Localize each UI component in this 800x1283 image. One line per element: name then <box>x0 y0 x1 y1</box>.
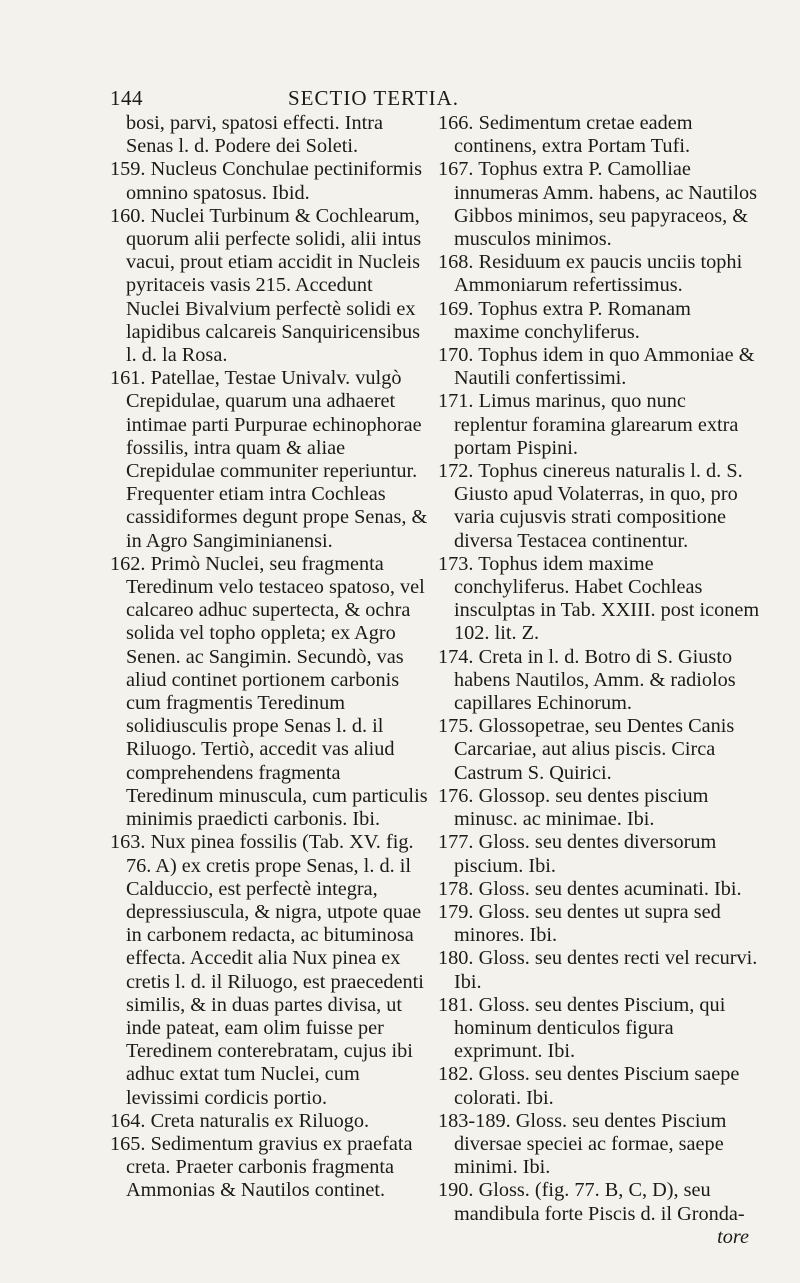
catalog-entry: bosi, parvi, spatosi effecti. Intra Senas l. d. Podere dei Soleti. <box>126 112 384 158</box>
catalog-entry: 180. Gloss. seu dentes recti vel recurvi. Ibi. <box>438 947 758 993</box>
catalog-entry: 170. Tophus idem in quo Ammoniae & Nautili confertissimi. <box>438 344 755 390</box>
catalog-entry: 168. Residuum ex paucis unciis tophi Ammoniarum refertissimus. <box>438 251 743 297</box>
catalog-entry: 177. Gloss. seu dentes diversorum piscium. Ibi. <box>438 831 717 877</box>
catalog-entry: 169. Tophus extra P. Romanam maxime conchyliferus. <box>438 297 691 343</box>
catalog-entry: 173. Tophus idem maxime conchyliferus. Habet Cochleas insculptas in Tab. XXIII. post iconem 102. lit. Z. <box>438 552 760 645</box>
catalog-entry: 183-189. Gloss. seu dentes Piscium diversae speciei ac formae, saepe minimi. Ibi. <box>438 1109 727 1179</box>
right-column <box>438 112 761 1269</box>
catalog-entry: 171. Limus marinus, quo nunc replentur foramina glarearum extra portam Pispini. <box>438 390 739 459</box>
catalog-entry: 165. Sedimentum gravius ex praefata creta. Praeter carbonis fragmenta Ammonias & Nautilos continet. <box>110 1132 413 1202</box>
page-number: 144 <box>110 86 143 110</box>
catalog-entry: 190. Gloss. (fig. 77. B, C, D), seu mandibula forte Piscis d. il Gronda- <box>438 1179 745 1225</box>
catalog-entry: 164. Creta naturalis ex Riluogo. <box>110 1109 370 1132</box>
catalog-entry: 159. Nucleus Conchulae pectiniformis omnino spatosus. Ibid. <box>110 158 423 204</box>
section-title: SECTIO TERTIA. <box>288 86 460 110</box>
catalog-entry: 172. Tophus cinereus naturalis l. d. S. Giusto apud Volaterras, in quo, pro varia cujusvis strati compositione diversa Testacea continentur. <box>438 460 743 552</box>
catalog-entry: 166. Sedimentum cretae eadem continens, extra Portam Tufi. <box>438 112 693 158</box>
catalog-entry: 181. Gloss. seu dentes Piscium, qui hominum denticulos figura exprimunt. Ibi. <box>438 993 726 1063</box>
catalog-entry: 163. Nux pinea fossilis (Tab. XV. fig. 76. A) ex cretis prope Senas, l. d. il Calduccio, est perfectè integra, depressiuscula, & nigra, utpote quae in carbonem redacta, ac bituminosa effecta. Accedit alia Nux pinea ex cretis l. d. il Riluogo, est praecedenti similis, & in duas partes divisa, ut inde pateat, eam olim fuisse per Teredinem conterebratam, cujus ibi adhuc extat tum Nuclei, cum levissimi cordicis portio. <box>110 831 424 1109</box>
catalog-entry: 174. Creta in l. d. Botro di S. Giusto habens Nautilos, Amm. & radiolos capillares Echinorum. <box>438 645 736 715</box>
catalog-entry: 167. Tophus extra P. Camolliae innumeras Amm. habens, ac Nautilos Gibbos minimos, seu papyraceos, & musculos minimos. <box>438 158 758 251</box>
catalog-entry: 175. Glossopetrae, seu Dentes Canis Carcariae, aut alius piscis. Circa Castrum S. Quirici. <box>438 715 735 784</box>
catalog-entry: 162. Primò Nuclei, seu fragmenta Teredinum velo testaceo spatoso, vel calcareo adhuc supertecta, & ochra solida vel topho oppleta; ex Agro Senen. ac Sangimin. Secundò, vas aliud continet portionem carbonis cum fragmentis Teredinum solidiusculis prope Senas l. d. il Riluogo. Tertiò, accedit vas aliud comprehendens fragmenta Teredinum minuscula, cum particulis minimis praedicti carbonis. Ibi. <box>110 552 428 831</box>
catchword: tore <box>717 1225 749 1248</box>
catalog-entry: 161. Patellae, Testae Univalv. vulgò Crepidulae, quarum una adhaeret intimae parti Purpurae echinophorae fossilis, intra quam & aliae Crepidulae communiter reperiuntur. Frequenter etiam intra Cochleas cassidiformes degunt prope Senas, & in Agro Sangiminianensi. <box>110 367 428 552</box>
catalog-entry: 176. Glossop. seu dentes piscium minusc. ac minimae. Ibi. <box>438 784 709 831</box>
left-column <box>110 112 430 1203</box>
catalog-entry: 182. Gloss. seu dentes Piscium saepe colorati. Ibi. <box>438 1063 740 1109</box>
catalog-entry: 179. Gloss. seu dentes ut supra sed minores. Ibi. <box>438 900 721 947</box>
catalog-entry: 160. Nuclei Turbinum & Cochlearum, quorum alii perfecte solidi, alii intus vacui, prout etiam accidit in Nucleis pyritaceis vasis 215. Accedunt Nuclei Bivalvium perfectè solidi ex lapidibus calcareis Sanquiricensibus l. d. la Rosa. <box>110 204 422 367</box>
catalog-entry: 178. Gloss. seu dentes acuminati. Ibi. <box>438 877 742 900</box>
